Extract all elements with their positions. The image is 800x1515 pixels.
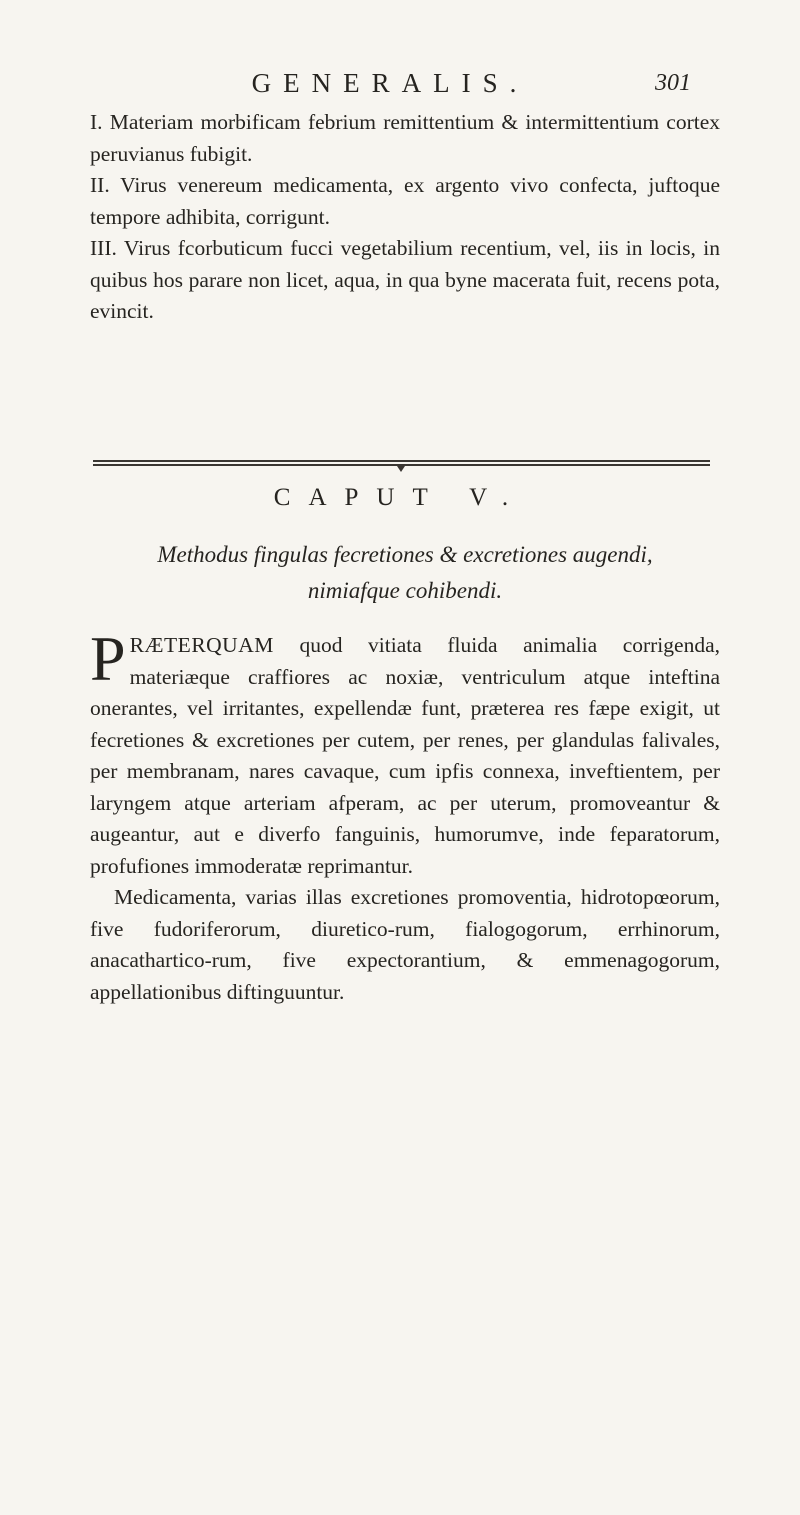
intro-list (90, 107, 720, 328)
chapter-subtitle (90, 537, 720, 609)
paragraph-1 (90, 623, 720, 882)
intro-item-2: II. Virus venereum medicamenta, ex argento vivo confecta, juftoque tempore adhibita, corrigunt. (90, 173, 720, 229)
intro-item-3: III. Virus fcorbuticum fucci vegetabilium recentium, vel, iis in locis, in quibus hos parare non licet, aqua, in qua byne macerata fuit, recens pota, evincit. (90, 236, 720, 323)
paragraph-1-text: quod vitiata fluida animalia corrigenda, materiæque craffiores ac noxiæ, ventriculum atque inteftina onerantes, vel irritantes, expellendæ funt, præterea res fæpe exigit, ut fecretiones & excretiones per cutem, per renes, per glandulas falivales, per membranam, nares cavaque, cum ipfis connexa, inveftientem, per laryngem atque arteriam afperam, ac per uterum, promoveantur & augeantur, aut e diverfo fanguinis, humorumve, inde feparatorum, profufiones immoderatæ reprimantur. (90, 633, 720, 878)
running-head: GENERALIS. (251, 68, 529, 98)
intro-item-1: I. Materiam morbificam febrium remittentium & intermittentium cortex peruvianus fubigit. (90, 110, 720, 166)
paragraph-2: Medicamenta, varias illas excretiones promoventia, hidrotopœorum, five fudoriferorum, diuretico-rum, fialogogorum, errhinorum, anacathartico-rum, five expectorantium, & emmenagogorum, appellationibus diftinguuntur. (90, 885, 720, 1004)
chapter-title: CAPUT V. (273, 484, 527, 511)
chapter-subtitle-line1: Methodus fingulas fecretiones & excretiones augendi, (157, 542, 653, 567)
lead-word: RÆTERQUAM (129, 633, 274, 657)
body-text (90, 623, 720, 1008)
divider-ornament (397, 466, 405, 472)
drop-cap: P (90, 623, 126, 694)
chapter-subtitle-line2: nimiafque cohibendi. (307, 578, 503, 603)
page-number: 301 (655, 70, 691, 96)
